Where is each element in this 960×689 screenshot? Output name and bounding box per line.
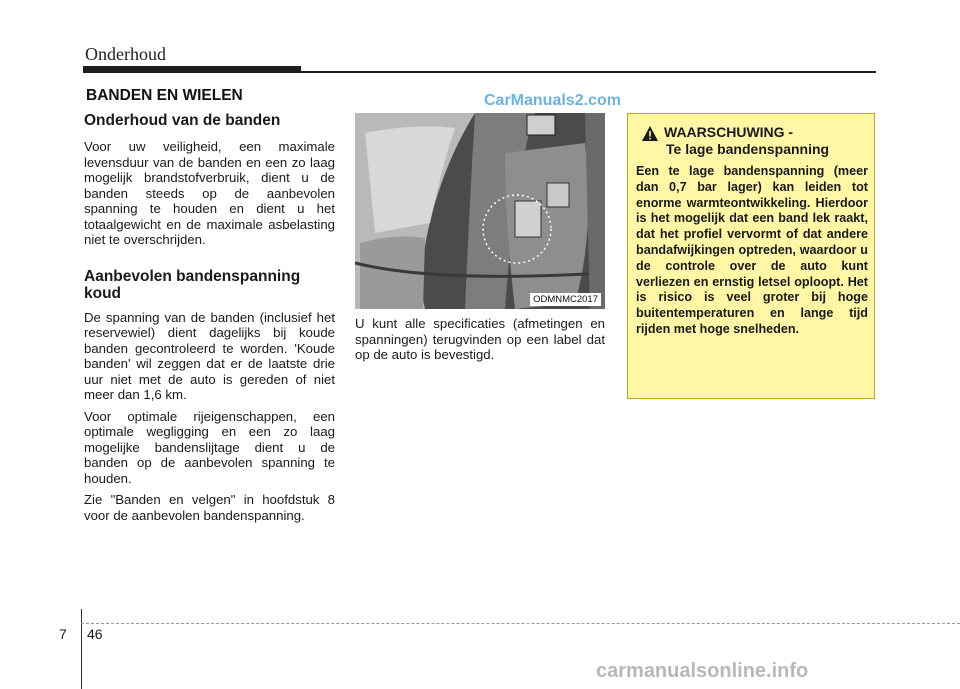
chapter-number: 7 <box>59 626 67 642</box>
warning-box <box>627 113 875 399</box>
chapter-title: Onderhoud <box>85 44 166 64</box>
paragraph-cold-tyres: De spanning van de banden (inclusief het reservewiel) dient dagelijks bij koude banden gecontroleerd te worden. 'Koude banden' wil zeggen dat er de laatste drie uur niet met de auto is gereden of niet meer dan 1,6 km. <box>84 309 335 402</box>
paragraph-optimal-handling: Voor optimale rijeigenschappen, een optimale wegligging en een zo laag mogelijke bandenslijtage dient u de banden op de aanbevolen spanning te houden. <box>84 408 335 486</box>
door-illustration-svg <box>355 113 605 309</box>
paragraph-see-chapter: Zie "Banden en velgen" in hoofdstuk 8 voor de aanbevolen bandenspanning. <box>84 492 335 523</box>
heading-recommended-pressure: Aanbevolen bandenspanning koud <box>84 267 301 302</box>
heading-tyre-maintenance: Onderhoud van de banden <box>84 112 281 129</box>
footer-vertical-rule <box>81 609 82 689</box>
warning-title: WAARSCHUWING - <box>664 124 794 140</box>
warning-subtitle: Te lage bandenspanning <box>666 141 830 157</box>
warning-text: Een te lage bandenspanning (meer dan 0,7 bar lager) kan leiden tot enorme warmteontwikkeling. Hierdoor is het mogelijk dat een band lek raakt, dat het profiel vervormt of dat andere bandafwijkingen optreden, waardoor u de controle over de auto kunt verliezen en ernstig letsel oploopt. Het is risico is veel groter bij hoge buitentemperaturen en lange tijd rijden met hoge snelheden. <box>636 164 868 336</box>
warning-triangle-icon <box>642 126 658 141</box>
figure-code: ODMNMC2017 <box>530 293 601 306</box>
section-title: BANDEN EN WIELEN <box>86 87 243 104</box>
watermark-top: CarManuals2.com <box>484 92 621 109</box>
footer-rule <box>81 623 960 624</box>
figure-caption: U kunt alle specificaties (afmetingen en spanningen) terugvinden op een label dat op de auto is bevestigd. <box>355 316 605 362</box>
door-pillar-illustration <box>355 113 605 309</box>
watermark-bottom: carmanualsonline.info <box>596 660 809 682</box>
page-number: 46 <box>87 626 103 642</box>
text-column <box>84 110 335 523</box>
header-rule <box>83 71 876 73</box>
paragraph-maintenance: Voor uw veiligheid, een maximale levensduur van de banden en een zo laag mogelijk brandstofverbruik, dient u de banden steeds op de aanbevolen spanning te houden en dient u het totaalgewicht en de maximale asbelasting niet te overschrijden. <box>84 139 335 247</box>
